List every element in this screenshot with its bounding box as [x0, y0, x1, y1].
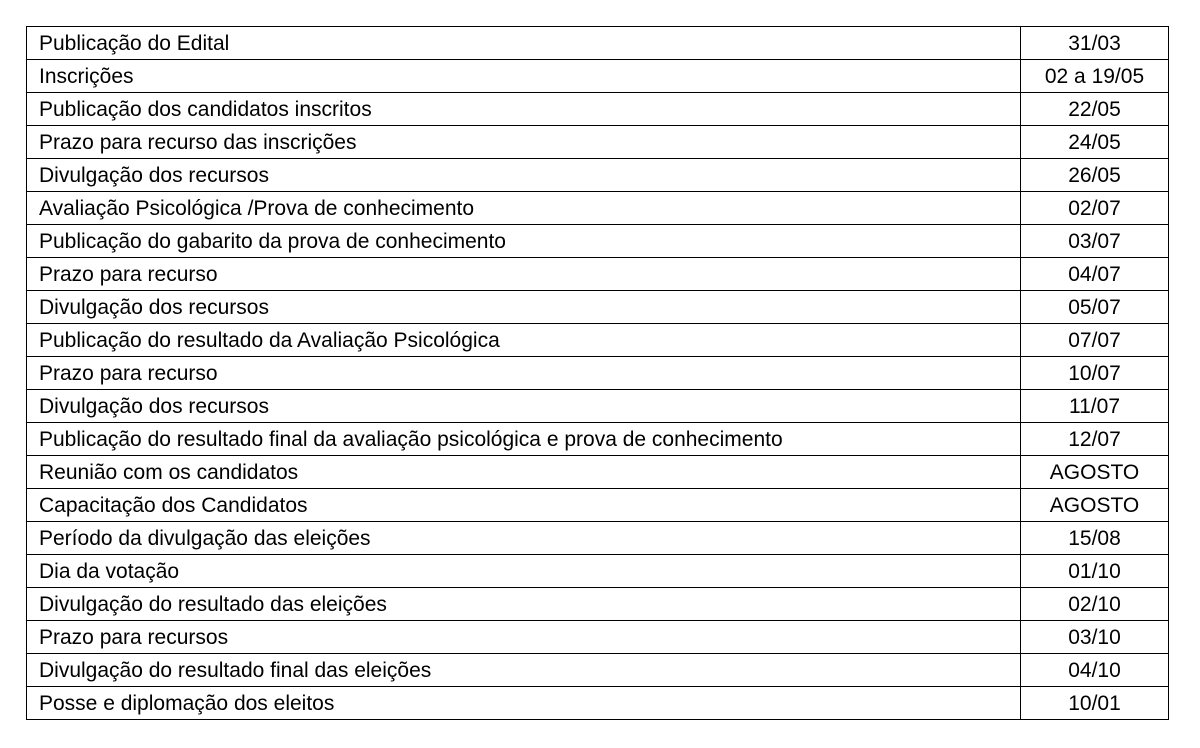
- event-cell: Publicação do resultado da Avaliação Psicológica: [27, 324, 1021, 357]
- date-cell: 15/08: [1021, 522, 1169, 555]
- date-cell: AGOSTO: [1021, 489, 1169, 522]
- event-cell: Reunião com os candidatos: [27, 456, 1021, 489]
- date-cell: 02 a 19/05: [1021, 60, 1169, 93]
- table-row: [27, 423, 1169, 456]
- table-row: [27, 225, 1169, 258]
- event-cell: Prazo para recurso: [27, 258, 1021, 291]
- event-cell: Avaliação Psicológica /Prova de conhecimento: [27, 192, 1021, 225]
- date-cell: 03/07: [1021, 225, 1169, 258]
- table-row: [27, 555, 1169, 588]
- table-row: [27, 258, 1169, 291]
- date-cell: 04/10: [1021, 654, 1169, 687]
- date-cell: 07/07: [1021, 324, 1169, 357]
- event-cell: Divulgação dos recursos: [27, 390, 1021, 423]
- event-cell: Prazo para recurso das inscrições: [27, 126, 1021, 159]
- table-row: [27, 93, 1169, 126]
- event-cell: Publicação do gabarito da prova de conhecimento: [27, 225, 1021, 258]
- date-cell: 05/07: [1021, 291, 1169, 324]
- date-cell: 03/10: [1021, 621, 1169, 654]
- event-cell: Publicação do Edital: [27, 27, 1021, 60]
- date-cell: 02/07: [1021, 192, 1169, 225]
- event-cell: Prazo para recurso: [27, 357, 1021, 390]
- table-row: [27, 291, 1169, 324]
- table-row: [27, 522, 1169, 555]
- date-cell: 12/07: [1021, 423, 1169, 456]
- date-cell: AGOSTO: [1021, 456, 1169, 489]
- table-row: [27, 390, 1169, 423]
- date-cell: 11/07: [1021, 390, 1169, 423]
- table-row: [27, 654, 1169, 687]
- table-row: [27, 489, 1169, 522]
- date-cell: 22/05: [1021, 93, 1169, 126]
- date-cell: 10/07: [1021, 357, 1169, 390]
- date-cell: 24/05: [1021, 126, 1169, 159]
- event-cell: Divulgação dos recursos: [27, 159, 1021, 192]
- schedule-body: [27, 27, 1169, 720]
- event-cell: Dia da votação: [27, 555, 1021, 588]
- event-cell: Publicação dos candidatos inscritos: [27, 93, 1021, 126]
- table-row: [27, 588, 1169, 621]
- table-row: [27, 357, 1169, 390]
- date-cell: 04/07: [1021, 258, 1169, 291]
- schedule-table: [26, 26, 1169, 720]
- table-row: [27, 687, 1169, 720]
- event-cell: Período da divulgação das eleições: [27, 522, 1021, 555]
- table-row: [27, 324, 1169, 357]
- date-cell: 31/03: [1021, 27, 1169, 60]
- table-row: [27, 60, 1169, 93]
- table-row: [27, 456, 1169, 489]
- event-cell: Capacitação dos Candidatos: [27, 489, 1021, 522]
- date-cell: 26/05: [1021, 159, 1169, 192]
- table-row: [27, 27, 1169, 60]
- date-cell: 02/10: [1021, 588, 1169, 621]
- event-cell: Divulgação dos recursos: [27, 291, 1021, 324]
- event-cell: Divulgação do resultado das eleições: [27, 588, 1021, 621]
- table-row: [27, 192, 1169, 225]
- date-cell: 01/10: [1021, 555, 1169, 588]
- table-row: [27, 159, 1169, 192]
- event-cell: Posse e diplomação dos eleitos: [27, 687, 1021, 720]
- event-cell: Publicação do resultado final da avaliação psicológica e prova de conhecimento: [27, 423, 1021, 456]
- table-row: [27, 126, 1169, 159]
- event-cell: Inscrições: [27, 60, 1021, 93]
- table-row: [27, 621, 1169, 654]
- event-cell: Prazo para recursos: [27, 621, 1021, 654]
- date-cell: 10/01: [1021, 687, 1169, 720]
- event-cell: Divulgação do resultado final das eleições: [27, 654, 1021, 687]
